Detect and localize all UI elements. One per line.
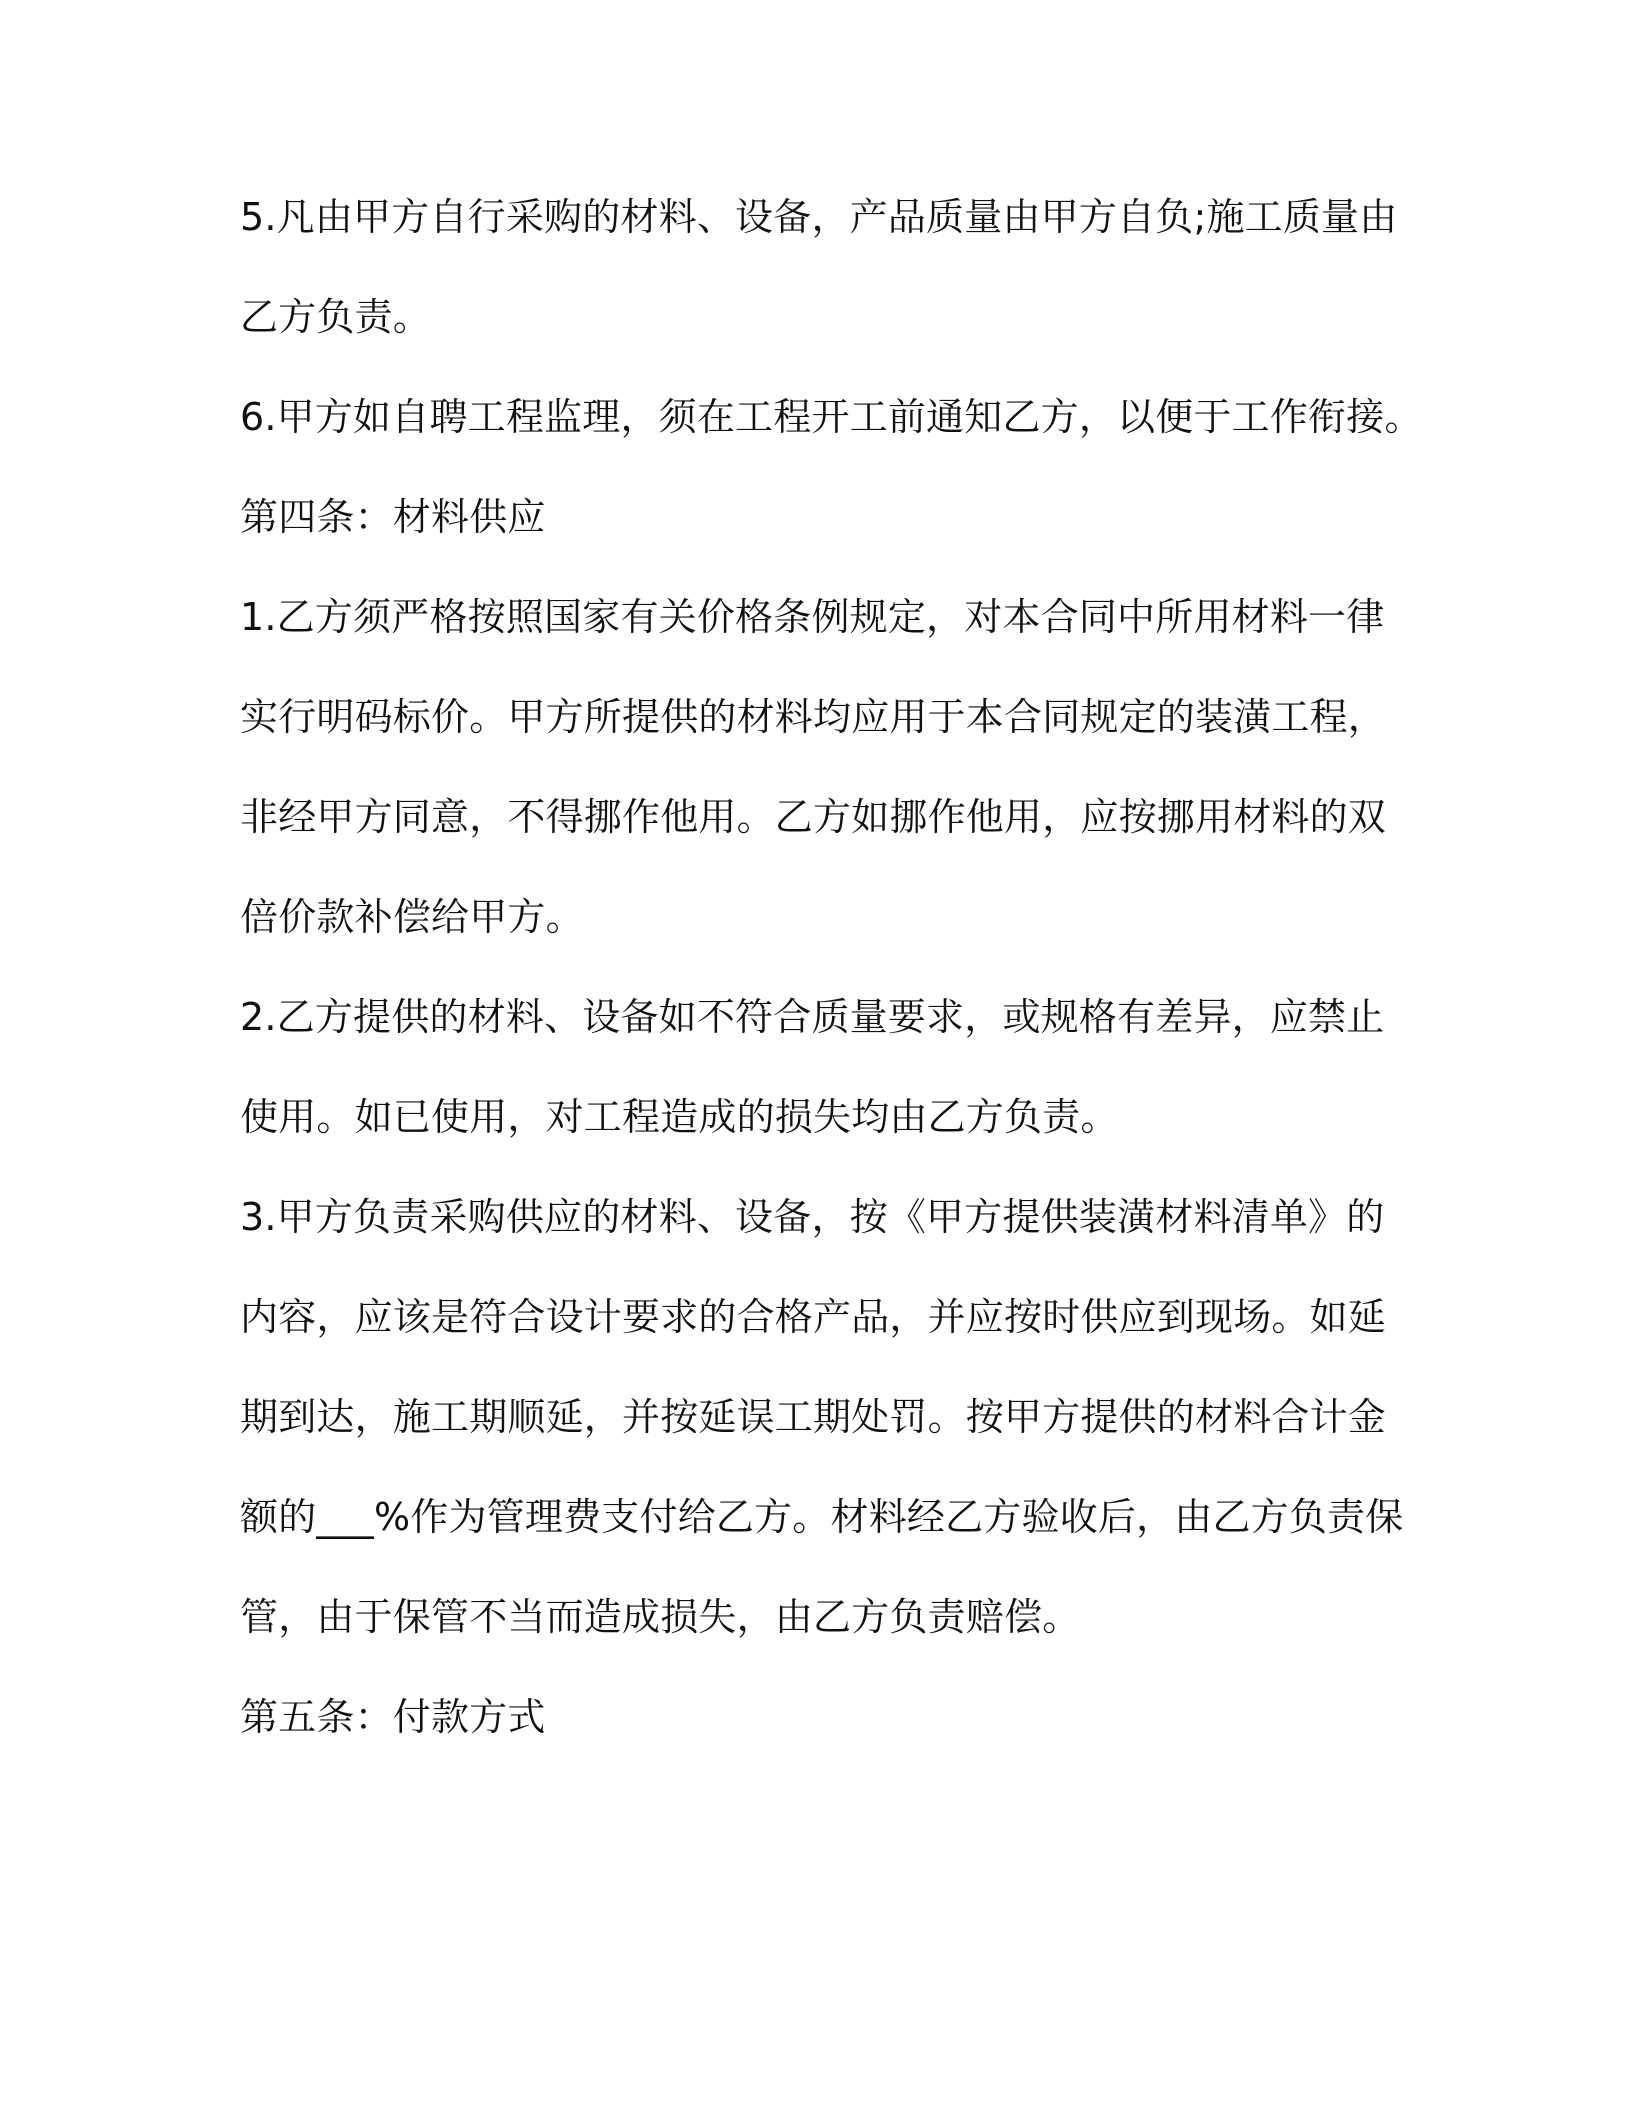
clause-4-item-1-line-2: 实行明码标价。甲方所提供的材料均应用于本合同规定的装潢工程， bbox=[240, 695, 1387, 739]
clause-4-item-1-line-3: 非经甲方同意，不得挪作他用。乙方如挪作他用，应按挪用材料的双 bbox=[240, 795, 1387, 839]
clause-4-item-3-line-5: 管，由于保管不当而造成损失，由乙方负责赔偿。 bbox=[240, 1595, 1081, 1639]
clause-4-item-3-line-2: 内容，应该是符合设计要求的合格产品，并应按时供应到现场。如延 bbox=[240, 1295, 1387, 1339]
clause-4-item-3-line-1: 3.甲方负责采购供应的材料、设备，按《甲方提供装潢材料清单》的 bbox=[240, 1195, 1385, 1239]
clause-3-item-5-line-2: 乙方负责。 bbox=[240, 295, 432, 339]
clause-4-item-3-line-4: 额的___%作为管理费支付给乙方。材料经乙方验收后，由乙方负责保 bbox=[240, 1495, 1404, 1539]
clause-4-item-3-line-3: 期到达，施工期顺延，并按延误工期处罚。按甲方提供的材料合计金 bbox=[240, 1395, 1387, 1439]
clause-4-heading: 第四条：材料供应 bbox=[240, 495, 546, 539]
clause-3-item-5-line-1: 5.凡由甲方自行采购的材料、设备，产品质量由甲方自负;施工质量由 bbox=[240, 195, 1398, 239]
clause-4-item-2-line-2: 使用。如已使用，对工程造成的损失均由乙方负责。 bbox=[240, 1095, 1119, 1139]
clause-5-heading: 第五条：付款方式 bbox=[240, 1695, 546, 1739]
clause-4-item-1-line-4: 倍价款补偿给甲方。 bbox=[240, 895, 584, 939]
clause-4-item-1-line-1: 1.乙方须严格按照国家有关价格条例规定，对本合同中所用材料一律 bbox=[240, 595, 1385, 639]
clause-3-item-6: 6.甲方如自聘工程监理，须在工程开工前通知乙方，以便于工作衔接。 bbox=[240, 395, 1423, 439]
clause-4-item-2-line-1: 2.乙方提供的材料、设备如不符合质量要求，或规格有差异，应禁止 bbox=[240, 995, 1385, 1039]
